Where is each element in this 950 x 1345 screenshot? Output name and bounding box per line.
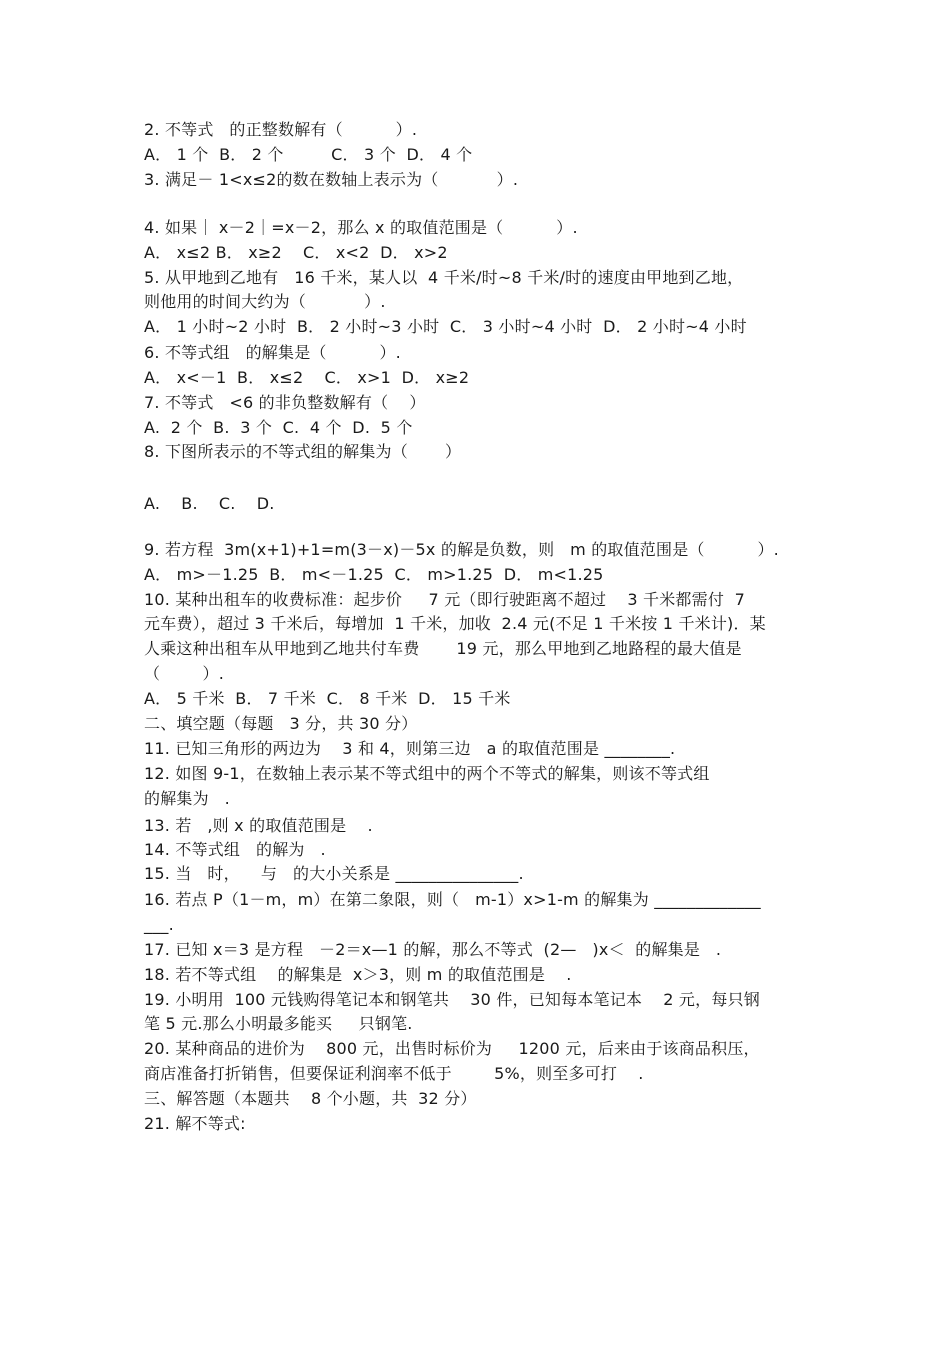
question-15: 15. 当 时， 与 的大小关系是 _______________. [144,864,524,883]
section-3-heading: 三、解答题（本题共 8 个小题，共 32 分） [144,1089,477,1108]
question-8: 8. 下图所表示的不等式组的解集为（ ） [144,442,462,461]
question-10-options: A． 5 千米 B． 7 千米 C． 8 千米 D． 15 千米 [144,689,511,708]
question-13: 13. 若 ,则 x 的取值范围是 . [144,816,373,835]
question-12-cont: 的解集为 . [144,789,230,808]
question-2-options: A． 1 个 B． 2 个 C． 3 个 D． 4 个 [144,145,473,164]
question-2: 2. 不等式 的正整数解有（ ）. [144,120,418,139]
question-11: 11. 已知三角形的两边为 3 和 4，则第三边 a 的取值范围是 ________. [144,739,676,758]
question-10-cont-1: 元车费），超过 3 千米后，每增加 1 千米，加收 2.4 元(不足 1 千米按 1 千米计)．某 [144,614,766,633]
question-5-options: A． 1 小时~2 小时 B． 2 小时~3 小时 C． 3 小时~4 小时 D． 2 小时~4 小时 [144,317,747,336]
section-2-heading: 二、填空题（每题 3 分，共 30 分） [144,714,418,733]
question-7-options: A. 2 个 B. 3 个 C. 4 个 D. 5 个 [144,418,413,437]
question-10-cont-2: 人乘这种出租车从甲地到乙地共付车费 19 元，那么甲地到乙地路程的最大值是 [144,639,742,658]
question-18: 18. 若不等式组 的解集是 x＞3，则 m 的取值范围是 . [144,965,572,984]
question-19-cont: 笔 5 元.那么小明最多能买 只钢笔. [144,1014,413,1033]
question-17: 17. 已知 x＝3 是方程 －2＝x—1 的解，那么不等式 (2— )x＜ 的解集是 . [144,940,722,959]
question-9-options: A． m>－1.25 B． m<－1.25 C． m>1.25 D． m<1.25 [144,565,604,584]
question-10: 10. 某种出租车的收费标准：起步价 7 元（即行驶距离不超过 3 千米都需付 7 [144,590,745,609]
question-16: 16. 若点 P（1－m，m）在第二象限，则（ m-1）x>1-m 的解集为 _____________ [144,890,761,909]
question-4-options: A． x≤2 B． x≥2 C． x<2 D． x>2 [144,243,448,262]
question-4: 4. 如果｜ x－2｜=x－2，那么 x 的取值范围是（ ）. [144,218,578,237]
question-7: 7. 不等式 <6 的非负整数解有（ ） [144,393,426,412]
question-20: 20. 某种商品的进价为 800 元，出售时标价为 1200 元，后来由于该商品积压， [144,1039,760,1058]
question-20-cont: 商店准备打折销售，但要保证利润率不低于 5%，则至多可打 . [144,1064,644,1083]
question-19: 19. 小明用 100 元钱购得笔记本和钢笔共 30 件，已知每本笔记本 2 元，每只钢 [144,990,760,1009]
question-14: 14. 不等式组 的解为 . [144,840,326,859]
question-5-cont: 则他用的时间大约为（ ）. [144,292,386,311]
question-9: 9. 若方程 3m(x+1)+1=m(3－x)－5x 的解是负数，则 m 的取值范围是（ ）. [144,540,779,559]
question-6: 6. 不等式组 的解集是（ ）. [144,343,401,362]
question-6-options: A． x<－1 B． x≤2 C． x>1 D． x≥2 [144,368,470,387]
question-10-cont-3: （ ）. [144,664,224,683]
question-16-cont: ___. [144,915,174,934]
question-3: 3. 满足－ 1<x≤2的数在数轴上表示为（ ）. [144,170,519,189]
question-21: 21. 解不等式: [144,1114,246,1133]
question-5: 5. 从甲地到乙地有 16 千米，某人以 4 千米/时~8 千米/时的速度由甲地到乙地， [144,268,744,287]
question-12: 12. 如图 9-1，在数轴上表示某不等式组中的两个不等式的解集，则该不等式组 [144,764,710,783]
question-8-options: A. B. C. D. [144,494,275,513]
